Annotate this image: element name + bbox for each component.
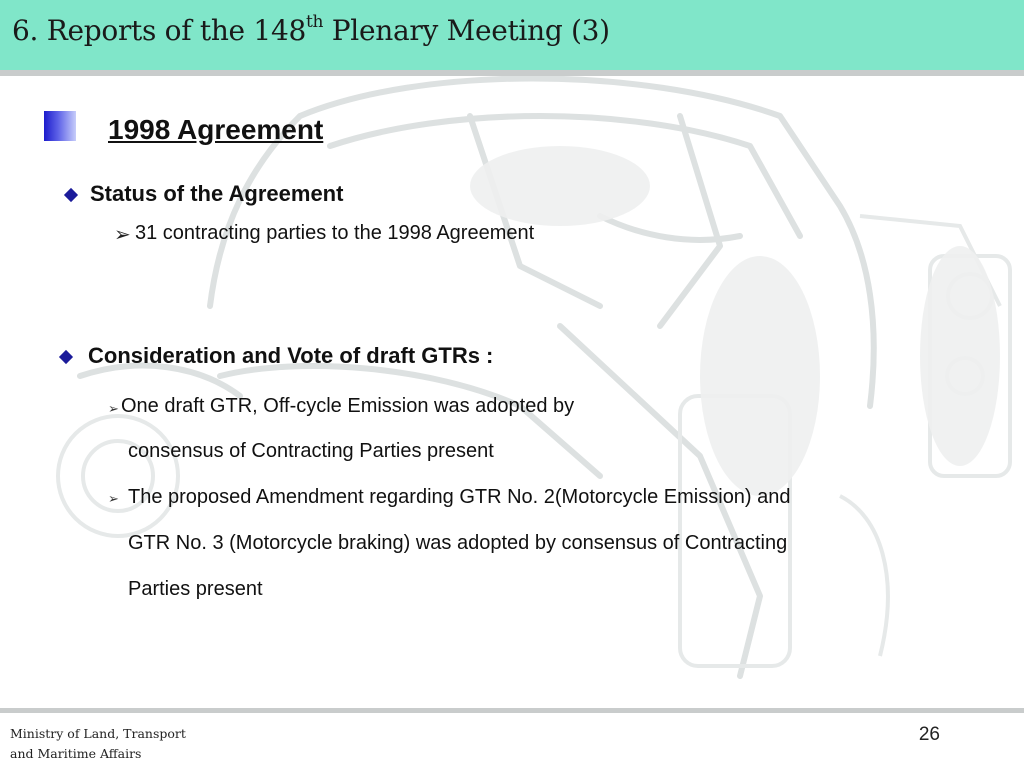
heading-bullet-square	[44, 111, 76, 141]
gtr-item-line: Parties present	[128, 578, 263, 600]
page-number: 26	[918, 724, 940, 745]
status-item: 31 contracting parties to the 1998 Agreement	[135, 222, 535, 244]
footer-divider	[0, 708, 1024, 713]
gtr-item-line: The proposed Amendment regarding GTR No. 2(Motorcycle Emission) and	[128, 486, 791, 508]
subheading-status: Status of the Agreement	[90, 181, 344, 206]
gtr-item-line: GTR No. 3 (Motorcycle braking) was adopted by consensus of Contracting	[128, 532, 788, 554]
gtr-item-line: One draft GTR, Off-cycle Emission was adopted by	[121, 395, 575, 417]
title-superscript: th	[305, 12, 324, 32]
arrow-bullet-icon: ➢	[114, 224, 131, 246]
footer-org-line: Ministry of Land, Transport	[10, 726, 186, 741]
arrow-bullet-icon: ➢	[108, 491, 119, 506]
footer-organization	[10, 724, 186, 764]
slide-title: 6. Reports of the 148th Plenary Meeting (3)	[12, 12, 610, 47]
background-car-illustration	[0, 76, 1024, 706]
arrow-bullet-icon: ➢	[108, 401, 119, 416]
section-heading: 1998 Agreement	[108, 114, 324, 145]
footer-org-line: and Maritime Affairs	[10, 746, 142, 761]
gtr-item-line: consensus of Contracting Parties present	[128, 440, 494, 462]
subheading-consideration: Consideration and Vote of draft GTRs :	[88, 343, 494, 368]
